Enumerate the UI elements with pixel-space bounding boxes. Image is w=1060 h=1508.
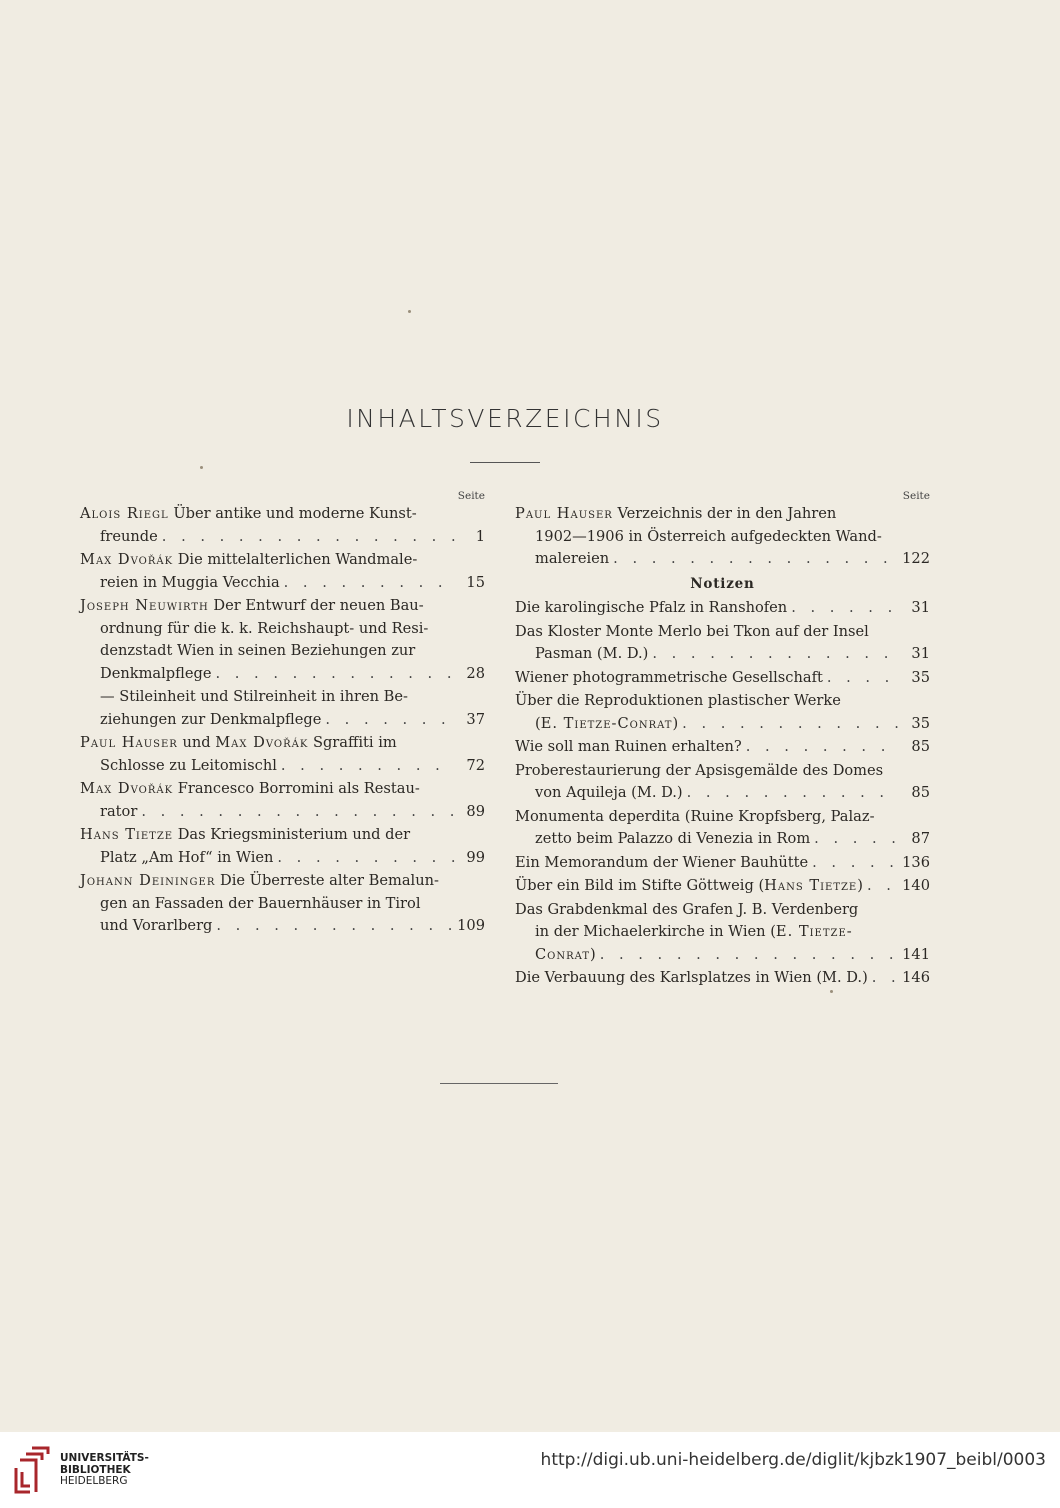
entry-text: ) (672, 714, 679, 732)
entry-text: Francesco Borromini als Restau- (173, 780, 420, 797)
page-number: 89 (466, 802, 485, 820)
page-number: 85 (911, 738, 930, 755)
author-name: Max Dvořák (215, 734, 309, 751)
author-name: Paul Hauser (515, 505, 613, 522)
dot-leader (814, 828, 900, 851)
toc-line-text: Die Verbauung des Karlsplatzes in Wien (M. D.) (515, 969, 868, 986)
seite-label-left: Seite (457, 490, 485, 502)
toc-line (515, 736, 930, 759)
toc-entry (515, 503, 930, 571)
toc-line (80, 893, 485, 916)
page-number: 87 (911, 830, 930, 847)
toc-line-text (80, 503, 417, 526)
toc-line-text: ordnung für die k. k. Reichshaupt- und Resi- (100, 619, 429, 637)
dot-leader (791, 597, 900, 620)
page-number: 146 (902, 969, 930, 986)
author-name: Max Dvořák (80, 551, 174, 568)
page-number: 140 (902, 877, 930, 894)
toc-left-column (80, 490, 485, 939)
toc-entry (515, 852, 930, 875)
toc-line (80, 778, 485, 801)
dot-leader (162, 526, 455, 549)
toc-line-text (535, 944, 596, 967)
bottom-divider (440, 1083, 558, 1084)
toc-line (80, 709, 485, 732)
dot-leader (281, 755, 455, 778)
dot-leader (652, 643, 900, 666)
toc-line-text: ziehungen zur Denkmalpflege (100, 710, 322, 728)
toc-entry (80, 503, 485, 548)
toc-line (80, 503, 485, 526)
toc-line-text: zetto beim Palazzo di Venezia in Rom (535, 830, 811, 847)
toc-line-text: Pasman (M. D.) (535, 645, 649, 662)
author-name: E. Tietze-Conrat (540, 714, 673, 732)
toc-line (515, 806, 930, 829)
page-number: 15 (466, 573, 485, 591)
toc-line-text: Denkmalpflege (100, 664, 212, 682)
dot-leader (284, 572, 455, 595)
source-url[interactable]: http://digi.ub.uni-heidelberg.de/diglit/kjbzk1907_beibl/0003 (540, 1450, 1046, 1470)
toc-line (80, 732, 485, 755)
toc-line (80, 526, 485, 549)
toc-line-text: Platz „Am Hof“ in Wien (100, 848, 274, 866)
author-name: Hans Tietze (80, 826, 174, 843)
toc-line (515, 899, 930, 922)
scan-speck (200, 466, 203, 469)
toc-line-text: Die karolingische Pfalz in Ranshofen (515, 599, 788, 616)
dot-leader (277, 847, 455, 870)
toc-entry (515, 967, 930, 990)
dot-leader (687, 782, 900, 805)
toc-line-text: Wiener photogrammetrische Gesellschaft (515, 668, 823, 686)
toc-entry (515, 806, 930, 851)
dot-leader (682, 713, 900, 736)
author-name: Alois Riegl (80, 505, 169, 522)
toc-line-text (80, 870, 439, 893)
page-number: 35 (911, 668, 930, 686)
entry-text: in der Michaelerkirche in Wien ( (535, 923, 776, 940)
scan-speck (408, 310, 411, 313)
page-title: INHALTSVERZEICHNIS (346, 404, 664, 433)
toc-line-text: Über die Reproduktionen plastischer Werke (515, 692, 841, 709)
toc-line (80, 618, 485, 641)
toc-line-text (535, 921, 853, 944)
toc-line-text (515, 875, 863, 898)
page-number: 1 (475, 527, 485, 545)
toc-entry (515, 875, 930, 898)
page-number: 35 (911, 714, 930, 732)
page-number: 31 (911, 645, 930, 662)
section-heading-notizen: Notizen (690, 575, 755, 592)
toc-line (515, 643, 930, 666)
toc-line-text: Wie soll man Ruinen erhalten? (515, 738, 742, 755)
entry-text: ) (590, 945, 596, 963)
toc-line-text (80, 732, 397, 755)
author-name: Joseph Neuwirth (80, 597, 209, 614)
entry-text: Über antike und moderne Kunst- (168, 505, 417, 522)
toc-line (80, 686, 485, 709)
page-number: 85 (911, 784, 930, 801)
toc-line-text: Das Grabdenkmal des Grafen J. B. Verdenberg (515, 900, 859, 918)
toc-line (515, 782, 930, 805)
toc-line (515, 944, 930, 967)
toc-line (515, 621, 930, 644)
toc-left-entries (80, 503, 485, 938)
toc-line-text (80, 549, 417, 572)
toc-line (515, 713, 930, 736)
toc-line-text: Proberestaurierung der Apsisgemälde des Domes (515, 761, 884, 779)
toc-line-text: rator (100, 802, 138, 820)
toc-line-text: Monumenta deperdita (Ruine Kropfsberg, Palaz- (515, 807, 875, 825)
entry-text: Der Entwurf der neuen Bau- (208, 597, 424, 614)
author-name: E. Tietze- (775, 923, 853, 940)
entry-text: ) (857, 877, 863, 894)
page-number: 109 (457, 917, 485, 934)
page-number: 99 (466, 848, 485, 866)
dot-leader (872, 967, 898, 990)
toc-line-text: denzstadt Wien in seinen Beziehungen zur (100, 642, 416, 659)
seite-label-right: Seite (902, 490, 930, 502)
entry-text: ( (535, 714, 541, 732)
toc-line-text: von Aquileja (M. D.) (535, 784, 683, 801)
entry-text: Sgraffiti im (308, 734, 397, 751)
toc-line-text: Das Kloster Monte Merlo bei Tkon auf der Insel (515, 622, 869, 640)
toc-line-text: und Vorarlberg (100, 917, 213, 934)
title-divider (470, 462, 540, 463)
toc-line (80, 915, 485, 938)
dot-leader (600, 944, 898, 967)
toc-line (80, 870, 485, 893)
toc-line (80, 572, 485, 595)
dot-leader (812, 852, 898, 875)
page-number: 141 (902, 945, 930, 963)
library-line-2: BIBLIOTHEK (60, 1463, 131, 1476)
toc-entry (515, 667, 930, 690)
entry-text: Die Überreste alter Bemalun- (215, 872, 439, 889)
toc-line (515, 690, 930, 713)
toc-entry (515, 597, 930, 620)
toc-line (515, 667, 930, 690)
dot-leader (613, 548, 898, 571)
toc-line (80, 755, 485, 778)
entry-text: und (177, 734, 216, 751)
toc-entry (515, 690, 930, 735)
toc-line (515, 548, 930, 571)
library-name (60, 1453, 149, 1488)
page-number: 31 (911, 599, 930, 616)
toc-line (80, 801, 485, 824)
author-name: Max Dvořák (80, 780, 174, 797)
footer-bar (0, 1432, 1060, 1508)
library-line-3: HEIDELBERG (60, 1475, 128, 1487)
library-logo-icon (12, 1444, 52, 1496)
entry-text: Die mittelalterlichen Wandmale- (173, 551, 418, 568)
entry-text: Das Kriegsministerium und der (173, 826, 411, 843)
dot-leader (867, 875, 898, 898)
toc-line (80, 663, 485, 686)
toc-right-column (515, 490, 930, 991)
toc-line (515, 875, 930, 898)
toc-entry (515, 760, 930, 805)
toc-line (80, 824, 485, 847)
page-number: 37 (466, 710, 485, 728)
page-number: 72 (466, 756, 485, 774)
scan-speck (830, 990, 833, 993)
toc-line-text (535, 713, 678, 736)
toc-line (515, 967, 930, 990)
toc-line (80, 549, 485, 572)
entry-text: Verzeichnis der in den Jahren (612, 505, 837, 522)
author-name: Johann Deininger (80, 872, 216, 889)
toc-line (515, 828, 930, 851)
library-line-1: UNIVERSITÄTS- (60, 1452, 149, 1464)
toc-line (80, 595, 485, 618)
toc-line (80, 847, 485, 870)
toc-line-text (80, 824, 410, 847)
toc-line (515, 852, 930, 875)
toc-entry (80, 595, 485, 685)
toc-line-text (80, 595, 424, 618)
author-name: Hans Tietze (764, 877, 858, 894)
toc-line-text: Schlosse zu Leitomischl (100, 756, 277, 774)
page-number: 136 (902, 853, 930, 871)
toc-line-text (515, 503, 836, 526)
dot-leader (215, 663, 455, 686)
toc-line-text (80, 778, 420, 801)
author-name: Conrat (535, 945, 590, 963)
toc-line-text: freunde (100, 527, 158, 545)
toc-entry (515, 621, 930, 666)
dot-leader (325, 709, 455, 732)
toc-line-text: — Stileinheit und Stilreinheit in ihren Be- (100, 688, 408, 705)
page-number: 28 (466, 664, 485, 682)
toc-line (515, 526, 930, 549)
author-name: Paul Hauser (80, 734, 178, 751)
page-number: 122 (902, 550, 930, 567)
toc-right-entries (515, 503, 930, 990)
toc-line-text: malereien (535, 550, 610, 567)
toc-line (515, 760, 930, 783)
dot-leader (216, 915, 453, 938)
toc-entry (80, 732, 485, 777)
toc-line-text: Ein Memorandum der Wiener Bauhütte (515, 853, 809, 871)
toc-line-text: reien in Muggia Vecchia (100, 573, 280, 591)
toc-line-text: gen an Fassaden der Bauernhäuser in Tirol (100, 894, 421, 912)
toc-entry (80, 549, 485, 594)
entry-text: Über ein Bild im Stifte Göttweig ( (515, 877, 765, 894)
toc-line (80, 640, 485, 663)
dot-leader (746, 736, 900, 759)
toc-entry (80, 870, 485, 938)
dot-leader (141, 801, 455, 824)
toc-line (515, 597, 930, 620)
toc-entry (80, 686, 485, 731)
toc-entry (515, 736, 930, 759)
toc-line-text: 1902—1906 in Österreich aufgedeckten Wand- (535, 527, 882, 545)
dot-leader (827, 667, 900, 690)
toc-line (515, 503, 930, 526)
toc-entry (80, 778, 485, 823)
toc-line (515, 921, 930, 944)
toc-entry (515, 899, 930, 967)
toc-entry (80, 824, 485, 869)
